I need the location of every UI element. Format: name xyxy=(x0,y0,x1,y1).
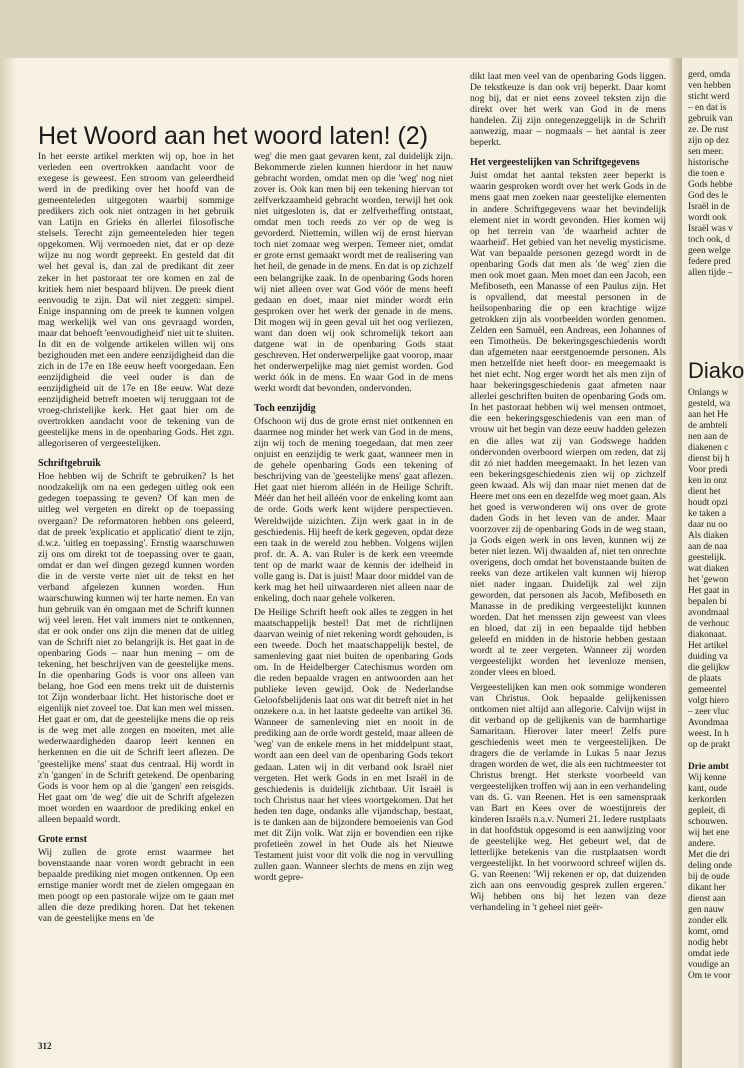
paragraph: Vergeestelijken kan men ook sommige wonderen van Christus. Ook bepaalde gelijkenissen ontkomen niet altijd aan allegorie. Calvijn wijst in dit verband op de gelijkenis van de barmhartige Samaritaan. Hierover later meer! Zelfs pure geschiedenis weet men te vergeestelijken. De dragers die de verlamde in Lukas 5 naar Jezus dragen worden de wet, die als een tuchtmeester tot Christus brengt. Het sterkste voorbeeld van vergeestelijken troffen wij aan in een verhandeling van ds. G. van Reenen. Het is een samenspraak van Bart en Kees over de woestijnreis der kinderen Israëls n.a.v. Numeri 21. Iedere rustplaats in dat hoofdstuk opgesomd is een aanwijzing voor de geestelijke weg. Het gebeurt wel, dat de letterlijke betekenis van die rustplaatsen wordt vergeestelijkt. In het voorwoord schreef wijlen ds. G. van Reenen: 'Wij rekenen er op, dat duizenden zich aan ons eenvoudig gesprek zullen ergeren.' Wij hebben ons bij het lezen van deze verhandeling in 't geheel niet geër- xyxy=(470,681,666,914)
right-page-line: aan de naa xyxy=(688,542,728,552)
paragraph: Hoe hebben wij de Schrift te gebruiken? Is het noodzakelijk om na een gedegen uitleg ook een gedegen toepassing te geven? Of kan men de uitleg wel vergeten en direkt op de toepassing overgaan? De reformatoren hebben ons geleerd, dat de preek 'explicatio et applicatio' dient te zijn, d.w.z. 'uitleg en toepassing'. Ernstig waarschuwen zij ons om direkt tot de toepassing over te gaan, omdat er dan wel dingen gezegd kunnen worden die in de verste verte niet uit de tekst en het verband afgelezen kunnen worden. Hun waarschuwing kunnen wij ter harte nemen. En van hun gebruik van én omgaan met de Schrift kunnen wij veel leren. Het valt immers niet te ontkennen, dat er ook onder ons zijn die menen dat de uitleg van de Schrift niet zo belangrijk is. Het gaat in de openbaring Gods – naar hun mening – om de tekening, het beschrijven van de geestelijke mens. In die openbaring Gods is voor ons alleen van belang, hoe God een mens trekt uit de duisternis tot Zijn wonderbaar licht. Het historische doet er eigenlijk niet zoveel toe. Dat kan men wel missen. Het gaat er om, dat de geestelijke mens die op reis is de weg met alle zorgen en moeiten, met alle wederwaardigheden daarop leert kennen en herkennen en die uit de Schrift leert aflezen. De 'geestelijke mens' staat dus centraal. Hij wordt in z'n 'gangen' in de Schrift getekend. De openbaring Gods is voor hem op al die 'gangen' een reisgids. Het gaat om 'de weg' die uit de Schrift afgelezen moet worden en waardoor de prediking enkel en alleen bepaald wordt. xyxy=(38,471,234,825)
paragraph: dikt laat men veel van de openbaring Gods liggen. De tekstkeuze is dan ook vrij beperkt. Daar komt nog bij, dat er niet eens zoveel teksten zijn die direkt over het werk van God in de mens handelen. Zij zijn ontegenzeggelijk in de Schrift aanwezig, maar – nogmaals – het aantal is zeer beperkt. xyxy=(470,71,666,149)
right-page-line: deling onde xyxy=(688,861,733,871)
right-page-line: weest. In h xyxy=(688,729,729,739)
right-page-line: allen tijde – xyxy=(688,268,733,278)
right-page-line: dient het xyxy=(688,487,721,497)
right-page-line: God des le xyxy=(688,191,729,201)
right-page-line: volgt hiero xyxy=(688,696,729,706)
paragraph: De Heilige Schrift heeft ook alles te zeggen in het maatschappelijk bestel! Dat met de richtlijnen daarvan weinig of niet rekening wordt gehouden, is een tweede. Doch het maatschappelijk bestel, de samenleving gaat niet buiten de openbaring Gods om. In de Heidelberger Catechismus worden om die reden bepaalde vragen en antwoorden aan het publieke leven gewijd. Ook de Nederlandse Geloofsbelijdenis laat ons wat dit betreft niet in het onzekere o.a. in het laatste gedeelte van artikel 36. Wanneer de samenleving niet en nooit in de prediking aan de orde wordt gesteld, maar alleen de 'weg' van de enkele mens in het middelpunt staat, wordt aan een deel van de openbaring Gods tekort gedaan. Laten wij in dit verband ook Israël niet vergeten. Het werk Gods in en met Israël in de geschiedenis is duidelijk zichtbaar. Uit Israël is toch Christus naar het vlees voortgekomen. Dat het heden ten dage, ondanks alle vijandschap, bestaat, is te danken aan de bijzondere bemoeienis van God met dit Zijn volk. Wat zijn er bovendien een rijke profetieën zowel in het Oude als het Nieuwe Testament juist voor dit volk die nog in vervulling zullen gaan. Wanneer slechts de mens en zijn weg wordt gepre- xyxy=(254,606,453,883)
right-page-line: sticht werd xyxy=(688,92,730,102)
right-page-line: diakonaat. xyxy=(688,630,727,640)
right-page-line: bepalen bi xyxy=(688,597,727,607)
right-page-line: ven hebben xyxy=(688,81,731,91)
paragraph: Juist omdat het aantal teksten zeer beperkt is waarin gesproken wordt over het werk Gods in de mens gaat men zoeken naar geestelijke elementen in andere Schriftgegevens waar het bevindelijk element niet in wordt gevonden. Hier komen wij op het terrein van 'de waarheid achter de waarheid'. Het gebied van het nevelig mysticisme. Wat van bepaalde personen gezegd wordt in de openbaring Gods dat men als 'de weg' zien die men ook moet gaan. Men moet dan een Jacob, een Mefiboseth, een Manasse of een Paulus zijn. Het is opvallend, dat meestal personen in de heilsopenbaring die op een krachtige wijze getrokken zijn als voorbeelden worden genomen. Zelden een Samuël, een Andreas, een Johannes of een Timotheüs. De bekeringsgeschiedenis wordt dan afgemeten naar eerstgenoemde personen. Als men hetzelfde niet heeft door- en meegemaakt is het niet echt. Nog erger wordt het als men zijn of haar bekeringsgeschiedenis gaat afmeten naar allerlei geschriften buiten de openbaring Gods om. In het pastoraat hebben wij wel mensen ontmoet, die een bekeringsgeschiedenis van een man of vrouw uit het begin van deze eeuw hadden gelezen en die alles wat zij van Godswege hadden ondervonden overboord wierpen om reden, dat zij dit zó niet hadden meegemaakt. In het lezen van een bekeringsgeschiedenis zien wij op zichzelf geen kwaad. Als wij dan maar niet menen dat de Heere met ons een en dezelfde weg moet gaan. Als het goed is verwonderen wij ons over de grote daden Gods in het leven van de ander. Maar voorzover zij de openbaring Gods in de weg staan, ja Gods eigen werk in ons leven, kunnen wij ze beter niet lezen. Wij dwaalden af, niet ten onrechte overigens, doch omdat het bovenstaande buiten de reeks van deze artikelen valt kunnen wij hierop niet nader ingaan. Duidelijk zal wel zijn geworden, dat personen als Jacob, Mefiboseth en Manasse in de prediking vergeestelijkt kunnen worden. Dat het menssen zijn geweest van vlees en bloed, dat zij in een bepaalde tijd hebben geleefd en midden in de historie hebben gestaan wordt al te zeer vergeten. Wanneer zij worden vergeestelijkt worden het levenloze mensen, zonder vlees en bloed. xyxy=(470,170,666,679)
page-number: 312 xyxy=(38,1041,52,1051)
right-page-line: dikant her xyxy=(688,883,726,893)
right-page-line: historische xyxy=(688,158,729,168)
right-page-line: gen nauw xyxy=(688,905,725,915)
right-page-line: dienst aan xyxy=(688,894,726,904)
right-page-line xyxy=(688,751,732,762)
paragraph: Ofschoon wij dus de grote ernst niet ontkennen en daarmee nog minder het werk van God in de mens, zijn wij toch de mening toegedaan, dat men zeer onjuist en eenzijdig te werk gaat, wanneer men in de gehele openbaring Gods een tekening of beschrijving van de 'geestelijke mens' gaat aflezen. Het gaat niet hierom alléén in de Heilige Schrift. Méér dan het heil alléén voor de enkeling komt aan de orde. Gods werk kent wijdere perspectieven. Wereldwijde uizichten. Zijn werk gaat in in de geschiedenis. Hij heeft de kerk gegeven, opdat deze een taak in de wereld zou hebben. Volgens wijlen prof. dr. A. A. van Ruler is de kerk een vreemde tent op de markt waar de kennis der idelheid in volle gang is. Dat is juist! Maar door middel van de kerk mag het heil uitwaarderen niet alleen naar de enkeling, doch naar gehele volkeren. xyxy=(254,416,453,604)
article-column-2 xyxy=(254,151,453,1056)
right-page-line: ke taken a xyxy=(688,509,726,519)
right-page-line: houdt opzi xyxy=(688,498,728,508)
right-page-line: gesteld, wa xyxy=(688,399,731,409)
right-page-line: geestelijk. xyxy=(688,553,727,563)
right-page-line: zijn op dez xyxy=(688,136,730,146)
next-page-fragment xyxy=(682,58,744,1068)
right-page-line: gepleit, di xyxy=(688,806,726,816)
right-page-line: Voor predi xyxy=(688,465,728,475)
right-page-heading: Diako xyxy=(688,358,744,383)
article-column-1 xyxy=(38,151,234,1056)
right-page-line: komt, omd xyxy=(688,927,729,937)
right-page-line: Drie ambt xyxy=(688,762,729,772)
right-page-line: Om te voor xyxy=(688,971,731,981)
section-heading: Toch eenzijdig xyxy=(254,403,316,415)
right-page-line: toch ook, d xyxy=(688,235,730,245)
paragraph: weg' die men gaat gevaren kent, zal duidelijk zijn. Bekommerde zielen kunnen hierdoor in het nauw gebracht worden, omdat men op die 'weg' nog niet zover is. Ook kan men bij een tekening hiervan tot zelfverkzaamheid gebracht worden, terwijl het ook niet uitgesloten is, dat er zelfverheffing ontstaat, omdat men toch reeds zo ver op de weg is gevorderd. Niettemin, willen wij de ernst hiervan toch niet zomaar weg werpen. Temeer niet, omdat er grote ernst gemaakt wordt met de realisering van het heil, de genade in de mens. En dat is op zichzelf een belangrijke zaak. In de openbaring Gods horen wij niet alleen over wat God vóór de mens heeft gedaan en doet, maar niet minder wordt erin gesproken over het werk der genade in de mens. Dit mogen wij in geen geval uit het oog verliezen, want dan doen wij ook schromelijk tekort aan datgene wat in de openbaring Gods staat geschreven. Het onderwerpelijke gaat voorop, maar het onderwerpelijke mag niet gemist worden. God werkt óók in de mens. En waar God in de mens werkt wordt dat bevonden, ondervonden. xyxy=(254,151,454,394)
article-title: Het Woord aan het woord laten! (2) xyxy=(38,122,429,150)
paragraph: Wij zullen de grote ernst waarmee het bovenstaande naar voren wordt gebracht in een bepaalde prediking niet mogen ontkennen. Op een ernstige manier wordt met de zielen omgegaan en men poogt op een pastorale wijze om te gaan met allen die deze prediking horen. Dat het tekenen van de geestelijke mens en 'de xyxy=(38,846,234,925)
right-page-line: omdat iede xyxy=(688,949,730,959)
right-page-line: diakenen c xyxy=(688,443,729,453)
right-page-line: Het artikel xyxy=(688,641,728,651)
right-page-line: federe pred xyxy=(688,257,731,267)
right-page-line: Israël was v xyxy=(688,224,733,234)
right-page-line: Onlangs w xyxy=(688,388,729,398)
page-edge-shadow xyxy=(0,58,16,1068)
right-page-line: voudige an xyxy=(688,960,730,970)
right-page-line: ken in onz xyxy=(688,476,728,486)
scan-top-margin xyxy=(0,0,738,58)
right-page-bottom-lines xyxy=(688,388,732,982)
right-page-line: schouwen. xyxy=(688,817,728,827)
right-page-line: de ambteli xyxy=(688,421,728,431)
right-page-line: – en dat is xyxy=(688,103,727,113)
right-page-line: Wij kenne xyxy=(688,773,727,783)
right-page-line: Avondmaa xyxy=(688,718,729,728)
right-page-line: Israël in de xyxy=(688,202,730,212)
right-page-line: sen meer. xyxy=(688,147,724,157)
section-heading: Grote ernst xyxy=(38,833,87,845)
right-page-line: nen aan de xyxy=(688,432,729,442)
right-page-line: avondmaal xyxy=(688,608,730,618)
right-page-line: dienst bij h xyxy=(688,454,730,464)
section-heading: Het vergeestelijken van Schriftgegevens xyxy=(470,157,640,169)
right-page-line: zonder elk xyxy=(688,916,728,926)
right-page-line: gemeentel xyxy=(688,685,727,695)
right-page-line: nodig hebt xyxy=(688,938,728,948)
right-page-top-lines xyxy=(688,70,733,279)
right-page-line: de plaats xyxy=(688,674,722,684)
right-page-line: Het gaat in xyxy=(688,586,730,596)
right-page-line: het 'gewon xyxy=(688,575,729,585)
right-page-line: Als diaken xyxy=(688,531,729,541)
right-page-line: geen welge xyxy=(688,246,731,256)
right-page-line: die gelijkw xyxy=(688,663,730,673)
right-page-line: kant, oude xyxy=(688,784,728,794)
right-page-line: kerkorden xyxy=(688,795,727,805)
article-column-3 xyxy=(470,71,666,1056)
right-page-line: gebruik van xyxy=(688,114,733,124)
right-page-line: die toen e xyxy=(688,169,725,179)
right-page-line: andere. xyxy=(688,839,716,849)
right-page-line: Gods hebbe xyxy=(688,180,733,190)
right-page-line: daar nu oo xyxy=(688,520,728,530)
right-page-line: gerd, omda xyxy=(688,70,731,80)
book-gutter xyxy=(668,58,682,1068)
right-page-line: Met die dri xyxy=(688,850,730,860)
right-page-line: de verhouc xyxy=(688,619,730,629)
right-page-line: duiding va xyxy=(688,652,728,662)
right-page-line: aan het He xyxy=(688,410,729,420)
section-heading: Schriftgebruik xyxy=(38,458,101,470)
right-page-line: op de prakt xyxy=(688,740,731,750)
right-page-line: bij de oude xyxy=(688,872,730,882)
right-page-line: ze. De rust xyxy=(688,125,729,135)
right-page-line: wat diaken xyxy=(688,564,729,574)
right-page-line: – zeer vluc xyxy=(688,707,730,717)
paragraph: In het eerste artikel merkten wij op, hoe in het verleden een overtrokken aandacht voor de exegese is geweest. Een stroom van geleerdheid werd in de prediking over het hoofd van de gemeenteleden uitgegoten waarbij sommige predikers zich ook niet ontzagen in het gebruik van Latijn en Grieks én allerlei filosofische stelsels. Terecht zijn gemeenteleden hier tegen opgekomen. Wij vermoeden niet, dat er op deze wijze nu nog wordt gepreekt. En gesteld dat dit wel het geval is, dan zal de predikant dit zeer zeker in het pastoraat ter ore komen en zal de kritiek hem niet bespaard blijven. De preek dient eenvoudig te zijn. Dat wil niet zeggen: simpel. Enige inspanning om de preek te kunnen volgen mag werkelijk wel van ons gevraagd worden, maar dat behoeft 'eenvoudigheid' niet uit te sluiten. In dit en de volgende artikelen willen wij ons bezighouden met een andere eenzijdigheid dan die zich in de 17e en 18e eeuw heeft voorgedaan. Een eenzijdigheid die veel ouder is dan de eenzijdigheid uit de 17e en 18e eeuw. Wat deze eenzijdigheid betreft moeten wij teruggaan tot de vroeg-christelijke kerk. Het gaat hier om de overtrokken aandacht voor de tekening van de geestelijke mens in de openbaring Gods. Het zgn. allegoriseren of vergeestelijken. xyxy=(38,151,234,450)
right-page-line: wij het ene xyxy=(688,828,730,838)
right-page-line: wordt ook xyxy=(688,213,727,223)
